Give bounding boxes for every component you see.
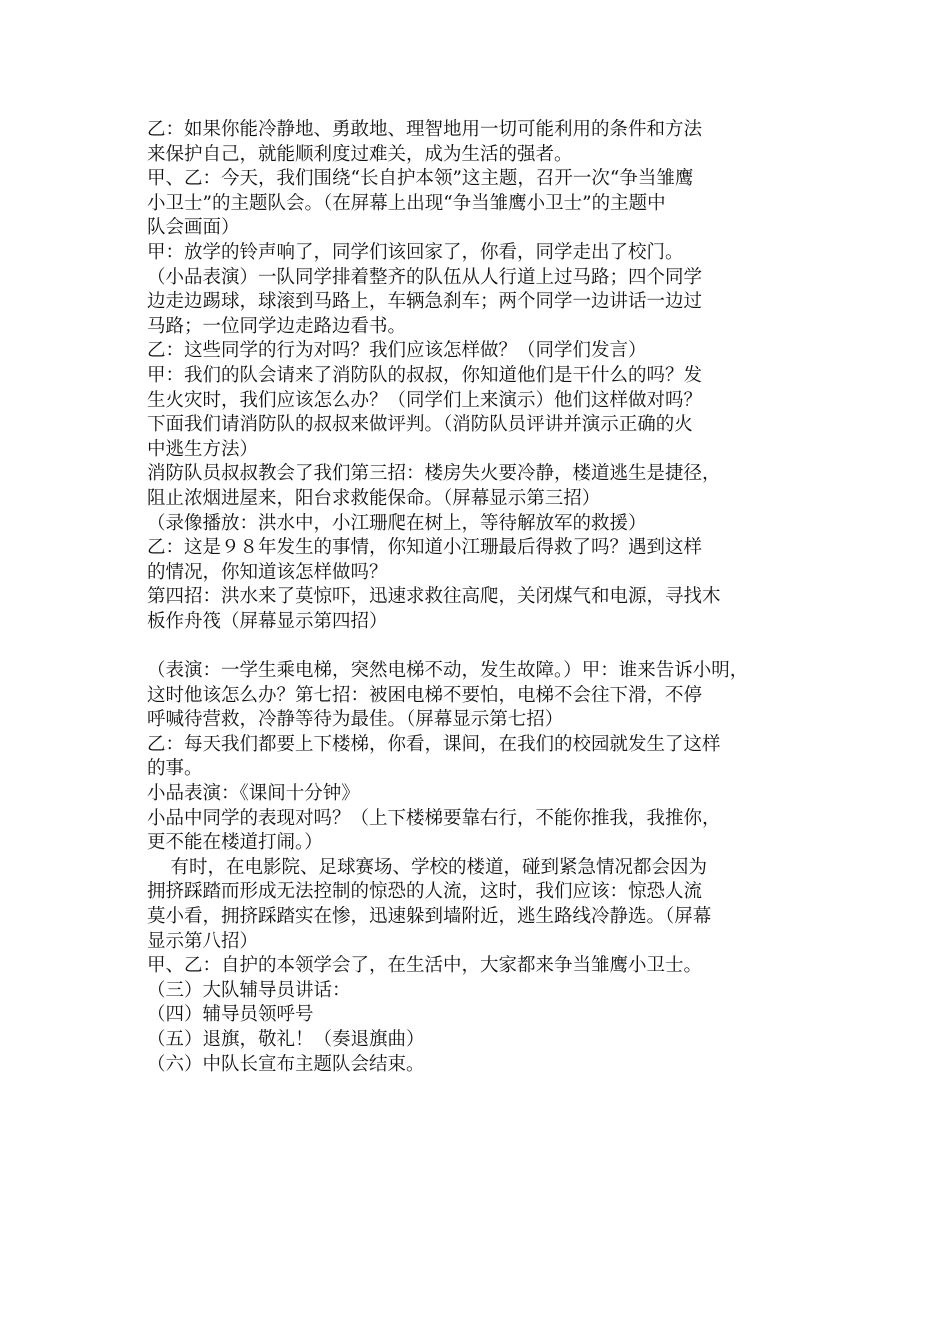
text-line: （六）中队长宣布主题队会结束。 <box>147 1053 425 1075</box>
text-line: 第四招：洪水来了莫惊吓，迅速求救往高爬，关闭煤气和电源，寻找木 <box>147 586 721 608</box>
text-line: 消防队员叔叔教会了我们第三招：楼房失火要冷静，楼道逃生是捷径， <box>147 463 721 485</box>
text-line: 乙：这是９８年发生的事情，你知道小江珊最后得救了吗？遇到这样 <box>147 537 703 559</box>
blank-line <box>147 634 807 659</box>
text-line: 下面我们请消防队的叔叔来做评判。（消防队员评讲并演示正确的火 <box>147 414 693 436</box>
text-line: （四）辅导员领呼号 <box>147 1004 314 1026</box>
text-line: 莫小看，拥挤踩踏实在惨，迅速躲到墙附近，逃生路线冷静选。（屏幕 <box>147 906 712 927</box>
text-line: 有时，在电影院、足球赛场、学校的楼道，碰到紧急情况都会因为 <box>147 856 708 878</box>
text-line: 小卫士”的主题队会。（在屏幕上出现“争当雏鹰小卫士”的主题中 <box>147 192 666 214</box>
text-line: 乙：这些同学的行为对吗？我们应该怎样做？（同学们发言） <box>147 340 647 362</box>
text-line: 小品表演：《课间十分钟》 <box>147 783 360 805</box>
text-line: 拥挤踩踏而形成无法控制的惊恐的人流，这时，我们应该：惊恐人流 <box>147 881 703 903</box>
text-line: 甲：我们的队会请来了消防队的叔叔，你知道他们是干什么的吗？发 <box>147 364 703 386</box>
text-line: 这时他该怎么办？第七招：被困电梯不要怕，电梯不会往下滑，不停 <box>147 684 703 706</box>
text-line: 甲、乙：自护的本领学会了，在生活中，大家都来争当雏鹰小卫士。 <box>147 955 703 977</box>
text-line: 显示第八招） <box>147 930 259 952</box>
text-line: （三）大队辅导员讲话： <box>147 979 351 1001</box>
text-line: 甲：放学的铃声响了，同学们该回家了，你看，同学走出了校门。 <box>147 241 684 263</box>
text-line: 甲、乙：今天，我们围绕“长自护本领”这主题，召开一次“争当雏鹰 <box>147 168 694 190</box>
text-line: 乙：每天我们都要上下楼梯，你看，课间，在我们的校园就发生了这样 <box>147 733 721 755</box>
text-line: （表演：一学生乘电梯，突然电梯不动，发生故障。）甲：谁来告诉小明， <box>147 660 749 682</box>
text-line: 小品中同学的表现对吗？（上下楼梯要靠右行，不能你推我，我推你， <box>147 807 721 829</box>
text-line: 生火灾时，我们应该怎么办？（同学们上来演示）他们这样做对吗？ <box>147 389 703 411</box>
document-body <box>147 118 807 1077</box>
text-line: 边走边踢球，球滚到马路上，车辆急刹车；两个同学一边讲话一边过 <box>147 291 703 313</box>
text-line: 的事。 <box>147 758 203 780</box>
text-line: （小品表演）一队同学排着整齐的队伍从人行道上过马路；四个同学 <box>147 266 703 288</box>
text-line: 更不能在楼道打闹。） <box>147 832 323 854</box>
text-line: 的情况，你知道该怎样做吗？ <box>147 561 388 583</box>
text-line: 乙：如果你能冷静地、勇敢地、理智地用一切可能利用的条件和方法 <box>147 119 703 140</box>
text-line: 来保护自己，就能顺利度过难关，成为生活的强者。 <box>147 143 573 165</box>
text-line: （录像播放：洪水中，小江珊爬在树上，等待解放军的救援） <box>147 512 647 534</box>
text-line: 中逃生方法） <box>147 438 259 460</box>
text-line: 阻止浓烟进屋来，阳台求救能保命。（屏幕显示第三招） <box>147 487 601 509</box>
text-line: 板作舟筏（屏幕显示第四招） <box>147 610 388 632</box>
text-line: 队会画面） <box>147 217 240 239</box>
text-line: 呼喊待营救，冷静等待为最佳。（屏幕显示第七招） <box>147 709 564 731</box>
text-line: （五）退旗，敬礼！（奏退旗曲） <box>147 1028 425 1050</box>
text-line: 马路；一位同学边走路边看书。 <box>147 315 407 337</box>
